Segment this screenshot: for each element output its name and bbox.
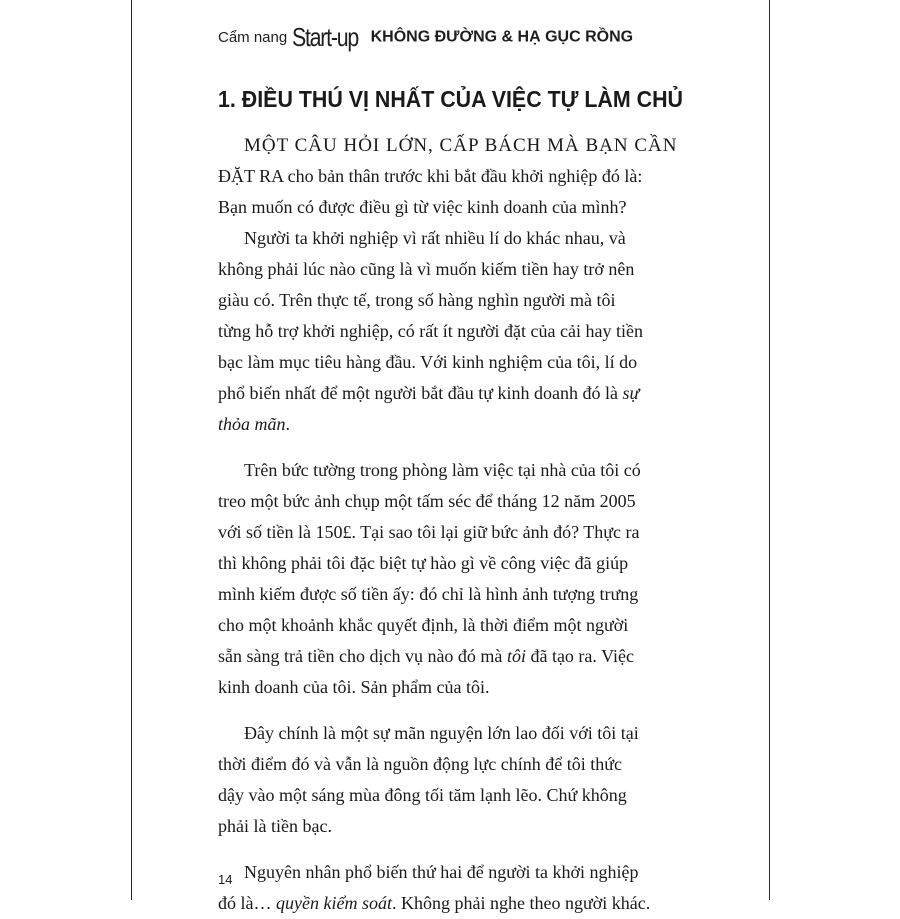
paragraph [218,455,688,703]
text-line: Đây chính là một sự mãn nguyện lớn lao đối với tôi tại [244,723,639,743]
paragraph [218,130,688,223]
paragraph [218,857,688,919]
text-line: với số tiền là 150£. Tại sao tôi lại giữ bức ảnh đó? Thực ra [218,522,640,542]
header-prefix: Cẩm nang [218,29,288,46]
text-line: từng hỗ trợ khởi nghiệp, có rất ít người đặt của cải hay tiền [218,321,643,341]
emphasis-text: thỏa mãn [218,414,286,434]
text-segment: đó là… [218,893,272,913]
header-startup-logo: Start-up [291,22,358,52]
text-line: bạc làm mục tiêu hàng đầu. Với kinh nghiệm của tôi, lí do [218,352,638,372]
chapter-heading: 1. ĐIỀU THÚ VỊ NHẤT CỦA VIỆC TỰ LÀM CHỦ [218,86,683,112]
paragraph [218,718,688,842]
text-segment: đã tạo ra. Việc [530,646,634,666]
paragraph [218,223,688,440]
text-line [218,888,688,919]
page-number: 14 [218,872,233,887]
text-segment: sẵn sàng trả tiền cho dịch vụ nào đó mà [218,646,503,666]
text-line: dậy vào một sáng mùa đông tối tăm lạnh lẽo. Chứ không [218,785,627,805]
text-line: mình kiếm được số tiền ấy: đó chỉ là hình ảnh tượng trưng [218,584,639,604]
header-book-title: KHÔNG ĐƯỜNG & HẠ GỤC RỒNG [370,28,634,46]
emphasis-text: quyền kiểm soát [276,893,392,913]
text-segment: . Không phải nghe theo người khác. [391,893,651,913]
text-line: thời điểm đó và vẫn là nguồn động lực chính để tôi thức [218,754,622,774]
text-line: phải là tiền bạc. [218,816,332,836]
emphasis-text: sự [622,383,640,403]
text-line [218,378,688,409]
text-line: cho một khoảnh khắc quyết định, là thời điểm một người [218,615,629,635]
text-line: thì không phải tôi đặc biệt tự hào gì về công việc đã giúp [218,553,629,573]
text-line: Trên bức tường trong phòng làm việc tại nhà của tôi có [244,460,641,480]
body-text [218,130,688,919]
text-line: Người ta khởi nghiệp vì rất nhiều lí do khác nhau, và [244,228,626,248]
text-line [218,641,688,672]
text-line: treo một bức ảnh chụp một tấm séc để tháng 12 năm 2005 [218,491,636,511]
text-line: ĐẶT RA cho bản thân trước khi bắt đầu khởi nghiệp đó là: [218,166,643,186]
text-line: MỘT CÂU HỎI LỚN, CẤP BÁCH MÀ BẠN CẦN [244,135,678,156]
emphasis-text: tôi [506,646,526,666]
text-line: Nguyên nhân phổ biến thứ hai để người ta khởi nghiệp [244,862,639,882]
text-line: Bạn muốn có được điều gì từ việc kinh doanh của mình? [218,197,627,217]
text-line: giàu có. Trên thực tế, trong số hàng nghìn người mà tôi [218,290,616,310]
book-page [131,0,770,913]
text-segment: phổ biến nhất để một người bắt đầu tự kinh doanh đó là [218,383,618,403]
text-line: kinh doanh của tôi. Sản phẩm của tôi. [218,677,490,697]
text-line: thỏa mãn. [218,414,290,434]
running-header [218,22,633,53]
text-line: không phải lúc nào cũng là vì muốn kiếm tiền hay trở nên [218,259,635,279]
